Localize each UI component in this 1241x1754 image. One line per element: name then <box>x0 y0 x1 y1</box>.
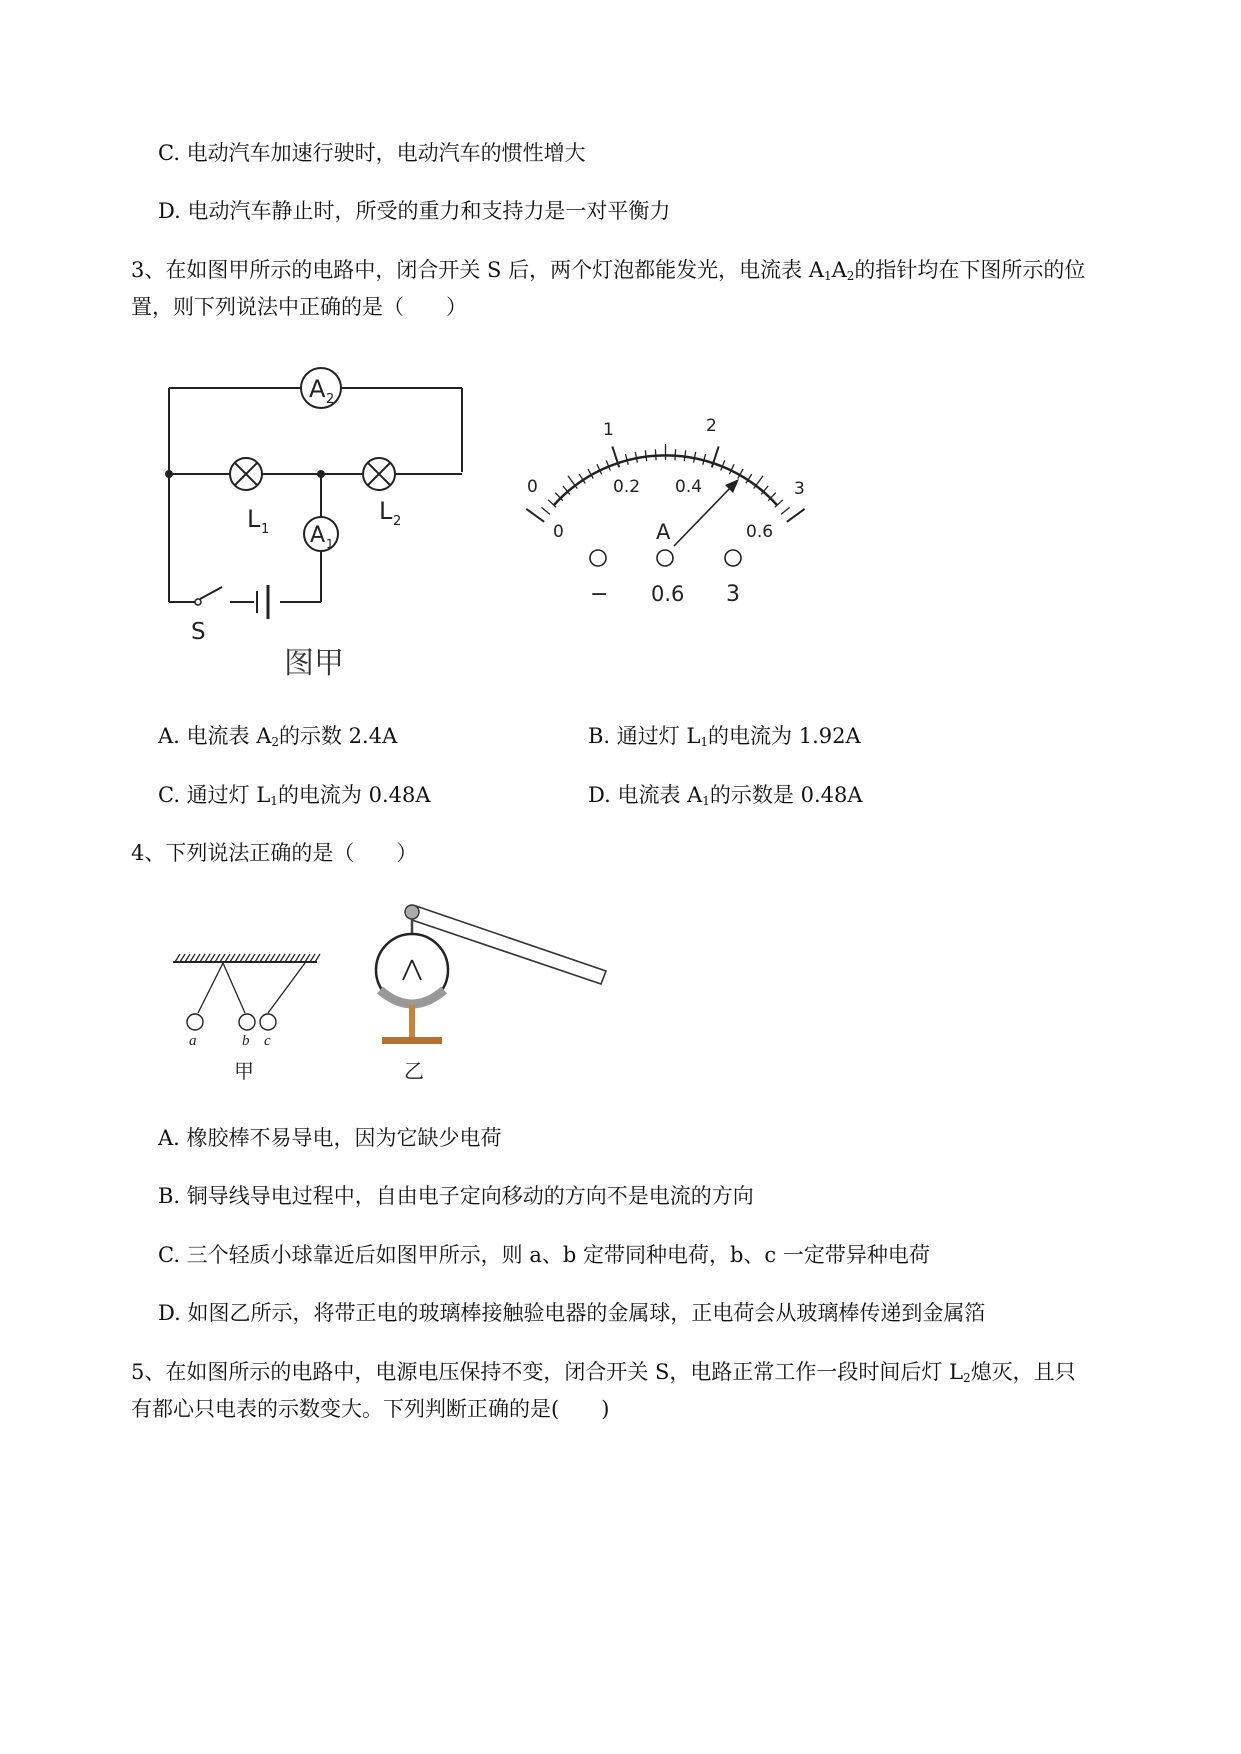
terminal-label-negative: − <box>590 582 609 607</box>
dial-bottom-label-0: 0 <box>553 522 564 542</box>
q2-option-c: C. 电动汽车加速行驶时，电动汽车的惯性增大 <box>158 141 586 165</box>
hatch-stroke <box>255 954 260 962</box>
hatch-stroke <box>270 954 275 962</box>
hatch-stroke <box>220 954 225 962</box>
hatch-stroke <box>195 954 200 962</box>
dial-tick <box>787 509 805 522</box>
hatch-stroke <box>290 954 295 962</box>
label-l1: L <box>247 505 261 533</box>
hatch-stroke <box>235 954 240 962</box>
string-b <box>223 963 245 1013</box>
circuit-diagram <box>150 355 480 695</box>
hatch-stroke <box>205 954 210 962</box>
dial-scale-arc <box>554 455 777 505</box>
q4-option-b: B. 铜导线导电过程中，自由电子定向移动的方向不是电流的方向 <box>158 1184 754 1208</box>
q4-option-c: C. 三个轻质小球靠近后如图甲所示，则 a、b 定带同种电荷，b、c 一定带异种电荷 <box>158 1243 930 1267</box>
terminal-label-3: 3 <box>726 582 740 607</box>
ammeter-a2-icon <box>301 368 341 408</box>
hatch-stroke <box>280 954 285 962</box>
stand-post <box>409 1005 415 1039</box>
dial-top-label-1: 1 <box>603 420 614 440</box>
string-c <box>268 963 305 1013</box>
q4-option-a: A. 橡胶棒不易导电，因为它缺少电荷 <box>158 1126 502 1150</box>
q3-option-b: B. 通过灯 $L_1$的电流为 1.92A <box>588 724 861 749</box>
lamp-l1-icon <box>230 458 262 490</box>
q4-stem: 4、下列说法正确的是（ ） <box>131 841 418 865</box>
svg-text:A: A <box>309 375 326 403</box>
q3-stem-line2: 置，则下列说法中正确的是（ ） <box>131 295 467 319</box>
svg-text:2: 2 <box>326 392 335 407</box>
hatch-stroke <box>230 954 235 962</box>
hatch-stroke <box>315 954 320 962</box>
q4-option-d: D. 如图乙所示，将带正电的玻璃棒接触验电器的金属球，正电荷会从玻璃棒传递到金属箔 <box>158 1301 986 1325</box>
ammeter-dial <box>515 405 815 605</box>
string-a <box>198 963 223 1013</box>
junction-dot-mid <box>317 470 325 478</box>
svg-text:1: 1 <box>326 537 334 551</box>
dial-tick <box>541 507 549 514</box>
dial-bottom-label-0.4: 0.4 <box>675 477 703 497</box>
q3-stem-line1: 3、在如图甲所示的电路中，闭合开关 S 后，两个灯泡都能发光，电流表 $A_1A_2$的指针均在下图所示的位 <box>131 258 1086 283</box>
hatch-stroke <box>295 954 300 962</box>
label-l2-sub: 2 <box>393 514 402 529</box>
metal-knob-icon <box>405 905 419 919</box>
ball-label-a: a <box>189 1033 197 1049</box>
hatch-stroke <box>185 954 190 962</box>
terminal-0.6-icon <box>657 550 673 566</box>
terminal-negative-icon <box>590 550 606 566</box>
q3-option-c: C. 通过灯 $L_1$的电流为 0.48A <box>158 783 431 808</box>
q3-option-d: D. 电流表 $A_1$的示数是 0.48A <box>588 783 863 808</box>
hatch-stroke <box>215 954 220 962</box>
hatch-stroke <box>250 954 255 962</box>
ball-b-icon <box>239 1014 255 1030</box>
ball-a-icon <box>187 1014 203 1030</box>
hatch-stroke <box>285 954 290 962</box>
dial-top-label-2: 2 <box>706 416 717 436</box>
hatch-stroke <box>175 954 180 962</box>
q5-stem-line1: 5、在如图所示的电路中，电源电压保持不变，闭合开关 S，电路正常工作一段时间后灯 $L_2$熄灭，且只 <box>131 1360 1076 1385</box>
ball-c-icon <box>260 1014 276 1030</box>
figure-electroscope <box>370 898 610 1088</box>
dial-bottom-label-0.6: 0.6 <box>746 522 774 542</box>
ceiling-hatch <box>175 954 320 962</box>
hatch-stroke <box>260 954 265 962</box>
ball-label-c: c <box>264 1033 271 1049</box>
switch-pivot-icon <box>195 599 201 605</box>
dial-bottom-label-0.2: 0.2 <box>613 477 641 497</box>
hatch-stroke <box>210 954 215 962</box>
label-l1-sub: 1 <box>261 522 270 537</box>
hatch-stroke <box>265 954 270 962</box>
hatch-stroke <box>200 954 205 962</box>
hatch-stroke <box>225 954 230 962</box>
q2-option-d: D. 电动汽车静止时，所受的重力和支持力是一对平衡力 <box>158 199 671 223</box>
hatch-stroke <box>180 954 185 962</box>
hatch-stroke <box>245 954 250 962</box>
hatch-stroke <box>190 954 195 962</box>
figure-caption-yi: 乙 <box>404 1059 424 1083</box>
q3-option-a: A. 电流表 $A_2$的示数 2.4A <box>158 724 398 749</box>
terminal-label-0.6: 0.6 <box>651 582 685 606</box>
dial-top-label-3: 3 <box>794 479 805 499</box>
junction-dot-left <box>165 470 173 478</box>
q5-stem-line2: 有都心只电表的示数变大。下列判断正确的是( ) <box>131 1397 610 1421</box>
figure-hanging-balls <box>165 945 325 1085</box>
figure-caption-jia-4: 甲 <box>234 1059 254 1083</box>
hatch-stroke <box>305 954 310 962</box>
label-l2: L <box>379 497 393 525</box>
terminal-3-icon <box>725 550 741 566</box>
figure-caption-jia: 图甲 <box>284 646 344 681</box>
ball-label-b: b <box>242 1033 250 1049</box>
hatch-stroke <box>240 954 245 962</box>
stand-base <box>382 1037 442 1044</box>
ammeter-a1-icon <box>304 517 338 551</box>
hatch-stroke <box>310 954 315 962</box>
dial-unit-label: A <box>656 520 671 544</box>
dial-top-label-0: 0 <box>527 477 538 497</box>
svg-text:A: A <box>310 523 326 548</box>
dial-tick <box>526 509 544 522</box>
hatch-stroke <box>300 954 305 962</box>
lamp-l2-icon <box>363 458 395 490</box>
hatch-stroke <box>275 954 280 962</box>
label-switch: S <box>191 619 206 645</box>
dial-tick <box>781 507 789 514</box>
